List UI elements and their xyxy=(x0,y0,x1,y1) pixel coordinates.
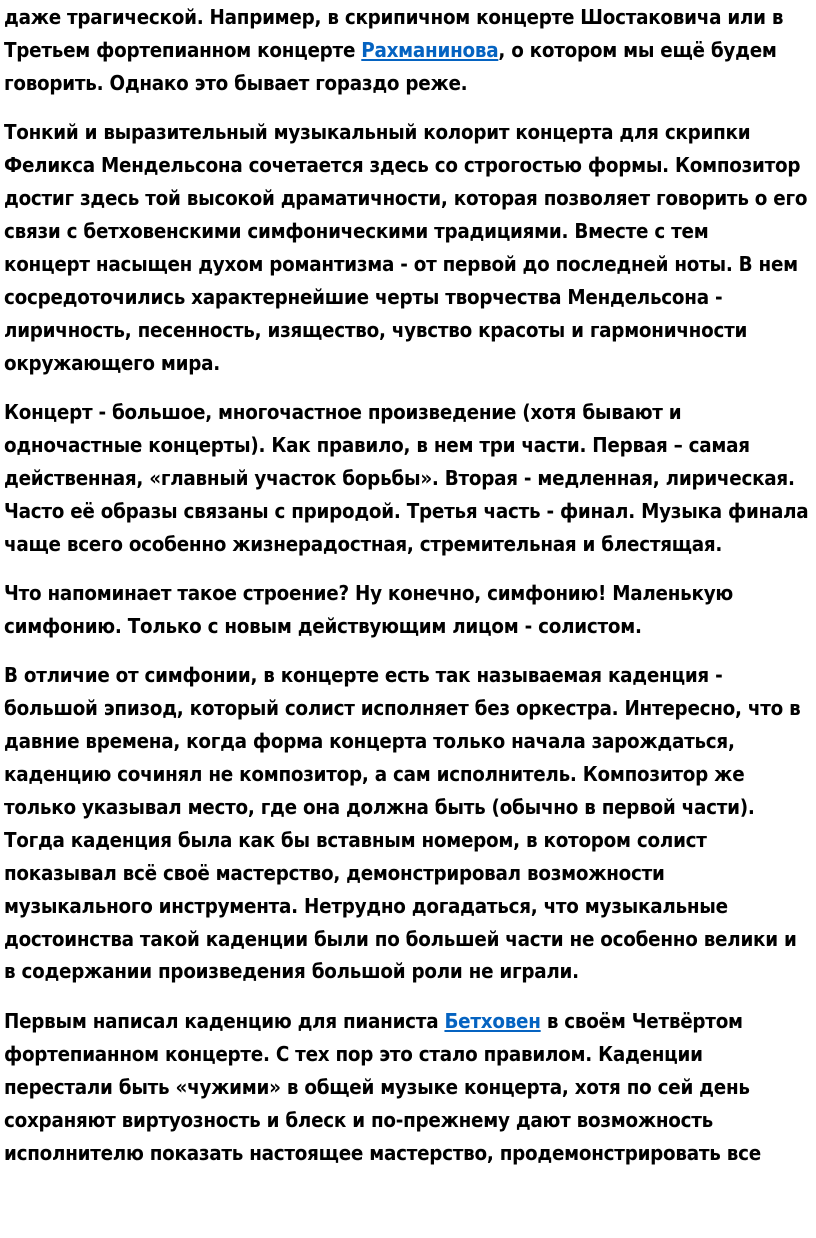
text-line xyxy=(4,67,816,100)
text-run: только указывал место, где она должна быть (обычно в первой части). xyxy=(4,794,755,819)
text-line xyxy=(4,758,816,791)
text-line xyxy=(4,923,816,956)
text-run: окружающего мира. xyxy=(4,350,220,375)
text-run: в своём Четвёртом xyxy=(540,1008,743,1033)
text-line xyxy=(4,281,816,314)
text-line xyxy=(4,1038,816,1071)
text-line xyxy=(4,890,816,923)
paragraph xyxy=(0,1005,816,1170)
text-run: исполнителю показать настоящее мастерство, продемонстрировать все xyxy=(4,1140,761,1165)
text-line xyxy=(4,248,816,281)
hyperlink[interactable]: Бетховен xyxy=(444,1008,541,1033)
text-run: сохраняют виртуозность и блеск и по-прежнему дают возможность xyxy=(4,1107,713,1132)
text-line xyxy=(4,462,816,495)
text-line xyxy=(4,347,816,380)
text-line xyxy=(4,824,816,857)
text-line xyxy=(4,314,816,347)
text-run: чаще всего особенно жизнерадостная, стремительная и блестящая. xyxy=(4,531,723,556)
text-run: симфонию. Только с новым действующим лицом - солистом. xyxy=(4,613,642,638)
text-run: Тогда каденция была как бы вставным номером, в котором солист xyxy=(4,827,707,852)
text-line xyxy=(4,857,816,890)
text-run: Феликса Мендельсона сочетается здесь со строгостью формы. Композитор xyxy=(4,153,801,178)
text-run: одночастные концерты). Как правило, в нем три части. Первая – самая xyxy=(4,432,750,457)
text-line xyxy=(4,791,816,824)
text-run: Первым написал каденцию для пианиста xyxy=(4,1008,445,1033)
text-run: в содержании произведения большой роли не играли. xyxy=(4,959,579,984)
text-run: давние времена, когда форма концерта только начала зарождаться, xyxy=(4,729,735,754)
text-line xyxy=(4,659,816,692)
text-line xyxy=(4,149,816,182)
text-run: лиричность, песенность, изящество, чувство красоты и гармоничности xyxy=(4,317,748,342)
text-line xyxy=(4,396,816,429)
paragraph xyxy=(0,1,816,100)
text-run: фортепианном концерте. С тех пор это стало правилом. Каденции xyxy=(4,1041,703,1066)
text-run: каденцию сочинял не композитор, а сам исполнитель. Композитор же xyxy=(4,762,745,787)
text-line xyxy=(4,215,816,248)
text-line xyxy=(4,34,816,67)
text-run: Тонкий и выразительный музыкальный колорит концерта для скрипки xyxy=(4,120,751,145)
text-run: достоинства такой каденции были по большей части не особенно велики и xyxy=(4,926,797,951)
text-line xyxy=(4,610,816,643)
text-run: , о котором мы ещё будем xyxy=(498,37,777,62)
text-run: Часто её образы связаны с природой. Третья часть - финал. Музыка финала xyxy=(4,498,809,523)
text-line xyxy=(4,1137,816,1170)
text-run: Что напоминает такое строение? Ну конечно, симфонию! Маленькую xyxy=(4,581,733,605)
text-run: связи с бетховенскими симфоническими традициями. Вместе с тем xyxy=(4,218,709,243)
text-run: даже трагической. Например, в скрипичном концерте Шостаковича или в xyxy=(4,5,784,29)
text-run: показывал всё своё мастерство, демонстрировал возможности xyxy=(4,860,665,885)
text-run: концерт насыщен духом романтизма - от первой до последней ноты. В нем xyxy=(4,251,798,276)
text-run: говорить. Однако это бывает гораздо реже. xyxy=(4,70,468,95)
paragraph xyxy=(0,577,816,643)
text-run: музыкального инструмента. Нетрудно догадаться, что музыкальные xyxy=(4,893,728,918)
text-line xyxy=(4,429,816,462)
text-line xyxy=(4,528,816,561)
text-line xyxy=(4,1071,816,1104)
text-line xyxy=(4,955,816,988)
text-run: В отличие от симфонии, в концерте есть так называемая каденция - xyxy=(4,663,723,688)
text-line xyxy=(4,182,816,215)
paragraph xyxy=(0,396,816,561)
text-run: большой эпизод, который солист исполняет без оркестра. Интересно, что в xyxy=(4,696,801,721)
text-run: действенная, «главный участок борьбы». Вторая - медленная, лирическая. xyxy=(4,465,795,490)
text-line xyxy=(4,1005,816,1038)
hyperlink[interactable]: Рахманинова xyxy=(361,37,499,62)
text-line xyxy=(4,577,816,610)
text-line xyxy=(4,116,816,149)
paragraph xyxy=(0,116,816,379)
text-line xyxy=(4,725,816,758)
text-run: Концерт - большое, многочастное произведение (хотя бывают и xyxy=(4,399,682,424)
text-run: Третьем фортепианном концерте xyxy=(4,37,362,62)
paragraph xyxy=(0,659,816,988)
text-run: перестали быть «чужими» в общей музыке концерта, хотя по сей день xyxy=(4,1074,750,1099)
text-line xyxy=(4,1,816,34)
text-line xyxy=(4,1104,816,1137)
text-run: достиг здесь той высокой драматичности, которая позволяет говорить о его xyxy=(4,186,808,211)
text-run: сосредоточились характернейшие черты творчества Мендельсона - xyxy=(4,284,723,309)
text-line xyxy=(4,692,816,725)
text-line xyxy=(4,495,816,528)
